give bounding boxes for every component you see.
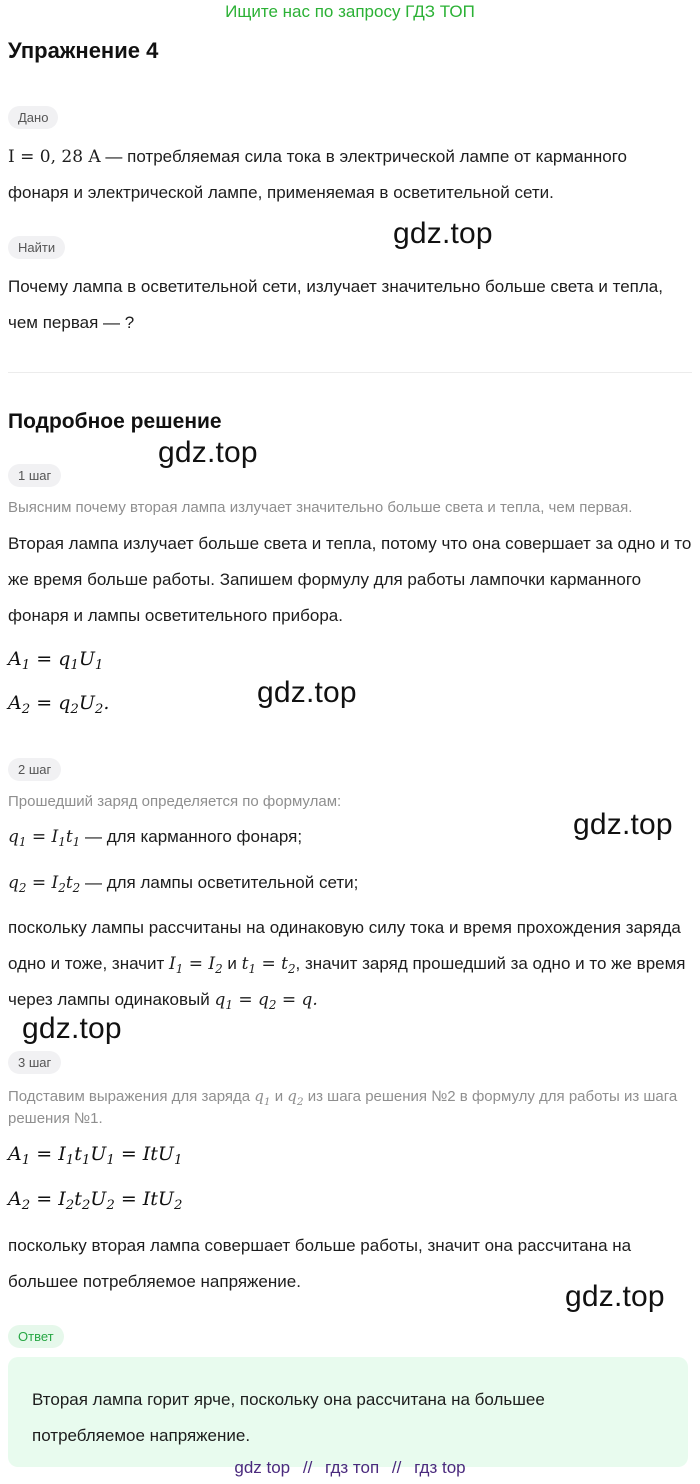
- answer-chip: Ответ: [8, 1325, 64, 1348]
- promo-banner[interactable]: Ищите нас по запросу ГДЗ ТОП: [225, 2, 475, 21]
- step1-text: Вторая лампа излучает больше света и тепла, потому что она совершает за одно и то же время больше работы. Запишем формулу для работы лампочки карманного фонаря и лампы осветительного прибора.: [8, 534, 692, 625]
- given-text: I = 0, 28 A — потребляемая сила тока в электрической лампе от карманного фонаря и электрической лампе, применяемая в осветительной сети.: [8, 147, 628, 202]
- step1-formula-2: $A_2 = q_2U_2$.: [8, 692, 110, 717]
- footer-link-3[interactable]: гдз top: [414, 1458, 466, 1477]
- step1-formula-1: $A_1 = q_1U_1$: [8, 648, 104, 673]
- footer-separator: //: [302, 1458, 313, 1477]
- watermark: gdz.top: [158, 436, 258, 469]
- step1-chip: 1 шаг: [8, 464, 61, 487]
- step3-chip: 3 шаг: [8, 1051, 61, 1074]
- step2-formula-2: $q_2 = I_2t_2$ — для лампы осветительной сети;: [8, 873, 359, 895]
- footer-links: [0, 1458, 700, 1478]
- step2-paragraph: поскольку лампы рассчитаны на одинаковую силу тока и время прохождения заряда одно и тоже, значит $I_1 = I_2$ и $t_1 = t_2$, значит заряд прошедший за одно и то же время через лампы одинаковый $q_1 = q_2 = q$.: [8, 918, 686, 1012]
- divider: [8, 372, 692, 373]
- watermark: gdz.top: [22, 1012, 122, 1045]
- step1-hint: Выясним почему вторая лампа излучает значительно больше света и тепла, чем первая.: [8, 499, 633, 516]
- answer-text: Вторая лампа горит ярче, поскольку она рассчитана на большее потребляемое напряжение.: [32, 1390, 545, 1445]
- given-formula: I = 0, 28 A: [8, 147, 101, 167]
- step3-formula-2: $A_2 = I_2t_2U_2 = ItU_2$: [8, 1188, 183, 1213]
- step3-hint: Подставим выражения для заряда $q_1$ и $q_2$ из шага решения №2 в формулу для работы из шага решения №1.: [8, 1087, 678, 1127]
- step2-chip: 2 шаг: [8, 758, 61, 781]
- footer-link-1[interactable]: gdz top: [234, 1458, 291, 1477]
- find-chip: Найти: [8, 236, 65, 259]
- step3-formula-1: $A_1 = I_1t_1U_1 = ItU_1$: [8, 1143, 183, 1168]
- step2-formula-1: $q_1 = I_1t_1$ — для карманного фонаря;: [8, 827, 303, 849]
- footer-link-2[interactable]: гдз топ: [325, 1458, 380, 1477]
- step2-hint: Прошедший заряд определяется по формулам:: [8, 793, 342, 810]
- page-title: Упражнение 4: [8, 38, 159, 63]
- watermark: gdz.top: [565, 1280, 665, 1313]
- solution-title: Подробное решение: [8, 410, 222, 433]
- watermark: gdz.top: [257, 676, 357, 709]
- step3-text: поскольку вторая лампа совершает больше работы, значит она рассчитана на большее потребляемое напряжение.: [8, 1236, 632, 1291]
- watermark: gdz.top: [573, 808, 673, 841]
- watermark: gdz.top: [393, 217, 493, 250]
- given-chip: Дано: [8, 106, 58, 129]
- find-text: Почему лампа в осветительной сети, излучает значительно больше света и тепла, чем первая — ?: [8, 277, 663, 332]
- footer-separator: //: [391, 1458, 402, 1477]
